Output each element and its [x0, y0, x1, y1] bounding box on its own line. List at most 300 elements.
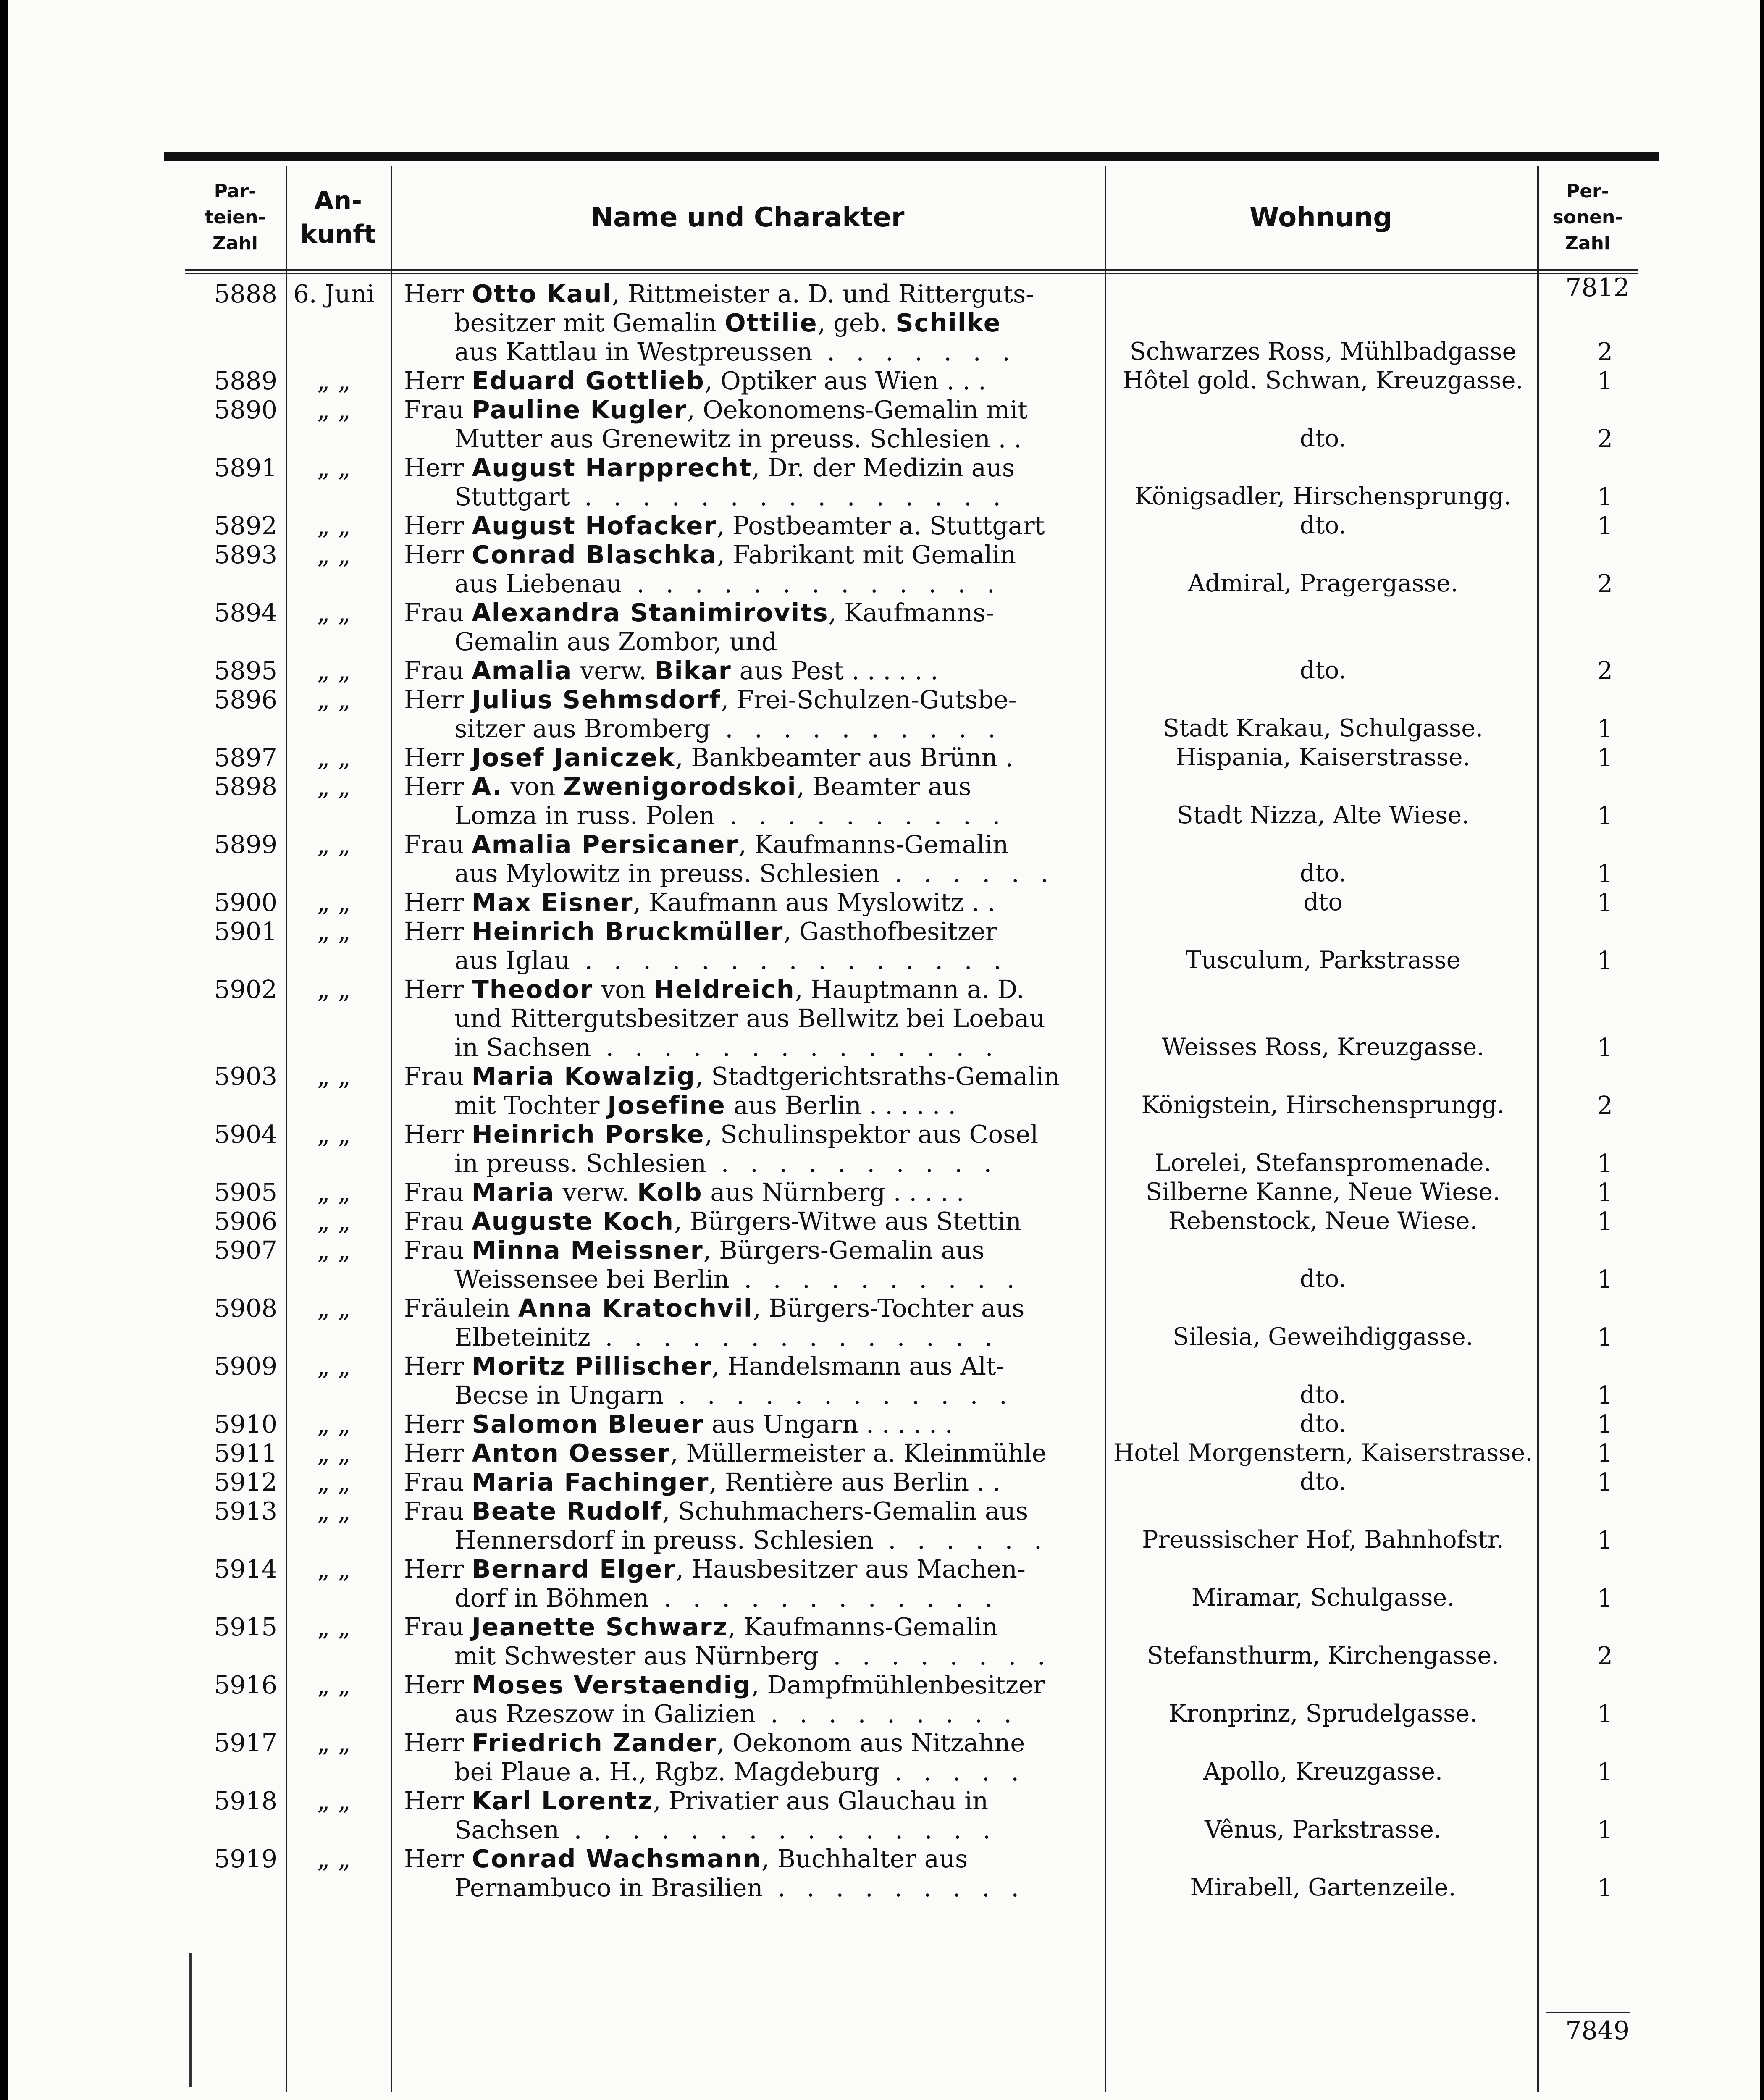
name-line — [404, 1352, 1103, 1381]
personen-zahl: 1 — [1597, 1178, 1613, 1207]
name-line — [404, 1844, 1103, 1873]
description-text: von — [502, 772, 564, 801]
guest-name: Anna Kratochvil — [518, 1294, 753, 1323]
parteien-nummer: 5892 — [214, 511, 277, 540]
description-text: Herr — [404, 1786, 472, 1815]
name-line — [404, 1554, 1103, 1583]
parteien-nummer: 5905 — [214, 1178, 277, 1207]
name-line — [404, 1236, 1103, 1265]
name-line — [404, 1583, 1103, 1612]
personen-zahl: 2 — [1597, 337, 1613, 366]
description-text: Herr — [404, 1728, 472, 1757]
name-und-charakter — [404, 1236, 1103, 1294]
parteien-nummer: 5915 — [214, 1612, 277, 1641]
guest-name: Minna Meissner — [472, 1236, 704, 1265]
table-row — [185, 1352, 1638, 1410]
description-text: , Bürgers-Tochter aus — [753, 1294, 1025, 1323]
wohnung: Apollo, Kreuzgasse. — [1203, 1758, 1443, 1785]
ankunft-datum: „ „ — [317, 1352, 351, 1381]
guest-name: Otto Kaul — [472, 279, 612, 308]
description-text: Gemalin aus Zombor, und — [454, 627, 777, 656]
name-und-charakter — [404, 1844, 1103, 1902]
name-line — [404, 1120, 1103, 1149]
description-text: , Bürgers-Gemalin aus — [703, 1236, 984, 1265]
leader-dots: . . . . . . . . . . . . . . . — [570, 946, 1008, 975]
guest-name: Eduard Gottlieb — [472, 366, 705, 395]
description-text: Frau — [404, 598, 472, 627]
description-text: Herr — [404, 511, 472, 540]
description-text: , Rittmeister a. D. und Ritterguts- — [612, 279, 1034, 308]
name-line — [404, 1149, 1103, 1178]
personen-zahl: 1 — [1597, 888, 1613, 917]
description-text: Frau — [404, 656, 472, 685]
wohnung: dto. — [1299, 425, 1347, 452]
guest-name: Zwenigorodskoi — [563, 772, 797, 801]
description-text: , Dr. der Medizin aus — [752, 453, 1015, 482]
description-text: , geb. — [817, 308, 896, 337]
wohnung: Hotel Morgenstern, Kaiserstrasse. — [1113, 1439, 1533, 1467]
leader-dots: . . . . . . . . . . — [729, 1265, 1021, 1294]
wohnung: dto. — [1299, 512, 1347, 539]
wohnung: Tusculum, Parkstrasse — [1185, 946, 1461, 974]
ankunft-datum: „ „ — [317, 395, 351, 424]
parteien-nummer: 5894 — [214, 598, 277, 627]
personen-zahl: 2 — [1597, 1091, 1613, 1120]
wohnung: dto. — [1299, 859, 1347, 887]
leader-dots: . . . . . . . . . — [756, 1699, 1018, 1728]
description-text: Herr — [404, 772, 472, 801]
name-und-charakter — [404, 1207, 1103, 1236]
table-row — [185, 917, 1638, 975]
name-line — [404, 482, 1103, 511]
table-row — [185, 888, 1638, 917]
name-line — [404, 366, 1103, 395]
name-und-charakter — [404, 1410, 1103, 1438]
description-text: von — [593, 975, 654, 1004]
wohnung: Weisses Ross, Kreuzgasse. — [1161, 1033, 1485, 1061]
table-row — [185, 511, 1638, 540]
name-line — [404, 569, 1103, 598]
description-text: , Rentière aus Berlin . . — [709, 1467, 1001, 1496]
personen-zahl: 1 — [1597, 1207, 1613, 1236]
description-text: Herr — [404, 685, 472, 714]
ankunft-datum: „ „ — [317, 1496, 351, 1525]
name-und-charakter — [404, 1786, 1103, 1844]
name-line — [404, 801, 1103, 830]
name-line — [404, 1033, 1103, 1062]
description-text: , Beamter aus — [796, 772, 971, 801]
description-text: Frau — [404, 1612, 472, 1641]
guest-name: Bernard Elger — [472, 1554, 676, 1583]
name-und-charakter — [404, 656, 1103, 685]
description-text: aus Berlin . . . . . . — [725, 1091, 956, 1120]
name-line — [404, 975, 1103, 1004]
guest-register-table — [185, 166, 1638, 2092]
personen-zahl: 1 — [1597, 1323, 1613, 1352]
description-text: aus Pest . . . . . . — [731, 656, 938, 685]
guest-name: Pauline Kugler — [472, 395, 687, 424]
description-text: mit Tochter — [454, 1091, 608, 1120]
wohnung: Vênus, Parkstrasse. — [1205, 1816, 1441, 1843]
parteien-nummer: 5899 — [214, 830, 277, 859]
table-row — [185, 1438, 1638, 1467]
description-text: sitzer aus Bromberg — [454, 714, 711, 743]
personen-zahl — [1546, 627, 1613, 656]
wohnung: Kronprinz, Sprudelgasse. — [1168, 1700, 1478, 1727]
ankunft-datum: „ „ — [317, 511, 351, 540]
table-row — [185, 540, 1638, 598]
personen-zahl: 1 — [1597, 946, 1613, 975]
guest-name: Auguste Koch — [472, 1207, 675, 1236]
table-row — [185, 830, 1638, 888]
description-text: aus Ungarn . . . . . . — [704, 1410, 953, 1438]
personen-zahl: 1 — [1597, 1815, 1613, 1844]
table-row — [185, 1120, 1638, 1178]
header-parteien-zahl: Par- teien- Zahl — [205, 180, 266, 254]
name-und-charakter — [404, 1496, 1103, 1554]
name-line — [404, 1410, 1103, 1438]
parteien-nummer: 5896 — [214, 685, 277, 714]
name-und-charakter — [404, 1554, 1103, 1612]
name-line — [404, 1178, 1103, 1207]
parteien-nummer: 5919 — [214, 1844, 277, 1873]
description-text: Becse in Ungarn — [454, 1381, 664, 1410]
header-name-charakter: Name und Charakter — [591, 202, 905, 233]
guest-name: Jeanette Schwarz — [472, 1612, 728, 1641]
description-text: besitzer mit Gemalin — [454, 308, 725, 337]
wohnung: Hispania, Kaiserstrasse. — [1176, 743, 1470, 771]
table-row — [185, 1207, 1638, 1236]
parteien-nummer: 5888 — [214, 279, 277, 308]
table-row — [185, 743, 1638, 772]
guest-name: Karl Lorentz — [472, 1786, 653, 1815]
parteien-nummer: 5906 — [214, 1207, 277, 1236]
parteien-nummer: 5910 — [214, 1410, 277, 1438]
name-und-charakter — [404, 830, 1103, 888]
leader-dots: . . . . . . . . . . — [706, 1149, 998, 1178]
name-line — [404, 1004, 1103, 1033]
personen-zahl: 1 — [1597, 1438, 1613, 1467]
name-und-charakter — [404, 279, 1103, 366]
description-text: , Gasthofbesitzer — [783, 917, 998, 946]
description-text: , Kaufmanns-Gemalin — [728, 1612, 998, 1641]
ankunft-datum: „ „ — [317, 743, 351, 772]
name-und-charakter — [404, 1294, 1103, 1352]
wohnung: Silberne Kanne, Neue Wiese. — [1145, 1178, 1501, 1206]
personen-zahl: 1 — [1597, 1033, 1613, 1062]
guest-name: Theodor — [472, 975, 593, 1004]
guest-name: Julius Sehmsdorf — [472, 685, 721, 714]
description-text: Herr — [404, 1438, 472, 1467]
table-row — [185, 1554, 1638, 1612]
personen-zahl: 1 — [1597, 1381, 1613, 1410]
table-row — [185, 598, 1638, 656]
description-text: , Dampfmühlenbesitzer — [751, 1670, 1045, 1699]
name-und-charakter — [404, 743, 1103, 772]
table-row — [185, 772, 1638, 830]
name-line — [404, 1757, 1103, 1786]
guest-name: Anton Oesser — [472, 1438, 670, 1467]
guest-name: Maria Kowalzig — [472, 1062, 696, 1091]
description-text: aus Liebenau — [454, 569, 622, 598]
ankunft-datum: „ „ — [317, 1844, 351, 1873]
table-row — [185, 656, 1638, 685]
wohnung: Rebenstock, Neue Wiese. — [1168, 1207, 1478, 1235]
ankunft-datum: „ „ — [317, 1410, 351, 1438]
parteien-nummer: 5893 — [214, 540, 277, 569]
name-line — [404, 1873, 1103, 1902]
description-text: Elbeteinitz — [454, 1323, 591, 1352]
name-line — [404, 1091, 1103, 1120]
guest-name: Maria Fachinger — [472, 1467, 709, 1496]
name-und-charakter — [404, 511, 1103, 540]
parteien-nummer: 5909 — [214, 1352, 277, 1381]
name-und-charakter — [404, 917, 1103, 975]
ankunft-datum: „ „ — [317, 1467, 351, 1496]
description-text: Weissensee bei Berlin — [454, 1265, 730, 1294]
wohnung — [1109, 627, 1537, 656]
table-row — [185, 1178, 1638, 1207]
name-line — [404, 308, 1103, 337]
ankunft-datum: „ „ — [317, 1178, 351, 1207]
description-text: , Schulinspektor aus Cosel — [704, 1120, 1039, 1149]
description-text: Mutter aus Grenewitz in preuss. Schlesien . . — [454, 424, 1022, 453]
header-underline-thin — [185, 273, 1638, 274]
description-text: in Sachsen — [454, 1033, 591, 1062]
name-und-charakter — [404, 772, 1103, 830]
description-text: und Rittergutsbesitzer aus Bellwitz bei Loebau — [454, 1004, 1045, 1033]
name-line — [404, 1381, 1103, 1410]
name-line — [404, 511, 1103, 540]
table-row — [185, 1410, 1638, 1438]
margin-mark — [189, 1953, 192, 2087]
description-text: Stuttgart — [454, 482, 570, 511]
leader-dots: . . . . . . . . . — [763, 1873, 1026, 1902]
table-row — [185, 1844, 1638, 1902]
description-text: Herr — [404, 1670, 472, 1699]
guest-name: Schilke — [895, 308, 1001, 337]
name-line — [404, 656, 1103, 685]
name-und-charakter — [404, 1120, 1103, 1178]
table-row — [185, 453, 1638, 511]
table-row — [185, 1670, 1638, 1728]
description-text: Frau — [404, 1496, 472, 1525]
parteien-nummer: 5898 — [214, 772, 277, 801]
parteien-nummer: 5900 — [214, 888, 277, 917]
ankunft-datum: „ „ — [317, 1062, 351, 1091]
guest-name: Maria — [472, 1178, 555, 1207]
description-text: aus Rzeszow in Galizien — [454, 1699, 756, 1728]
name-und-charakter — [404, 366, 1103, 395]
ankunft-datum: „ „ — [317, 540, 351, 569]
description-text: , Postbeamter a. Stuttgart — [717, 511, 1045, 540]
description-text: Frau — [404, 1178, 472, 1207]
leader-dots: . . . . . . . . . . — [710, 714, 1003, 743]
name-und-charakter — [404, 1438, 1103, 1467]
description-text: aus Iglau — [454, 946, 570, 975]
wohnung: Hôtel gold. Schwan, Kreuzgasse. — [1123, 367, 1523, 394]
wohnung: dto. — [1299, 656, 1347, 684]
carry-out-total: 7849 — [1565, 2016, 1630, 2045]
description-text: Frau — [404, 395, 472, 424]
parteien-nummer: 5904 — [214, 1120, 277, 1149]
personen-zahl: 1 — [1597, 1873, 1613, 1902]
leader-dots: . . . . . . . . . . . . . . — [591, 1033, 1000, 1062]
personen-zahl: 1 — [1597, 1757, 1613, 1786]
wohnung: Mirabell, Gartenzeile. — [1190, 1874, 1456, 1901]
parteien-nummer: 5897 — [214, 743, 277, 772]
wohnung: Lorelei, Stefanspromenade. — [1155, 1149, 1491, 1177]
table-row — [185, 1496, 1638, 1554]
name-und-charakter — [404, 888, 1103, 917]
wohnung: Königsadler, Hirschensprungg. — [1134, 483, 1512, 510]
name-und-charakter — [404, 598, 1103, 656]
wohnung: Admiral, Pragergasse. — [1188, 570, 1458, 597]
guest-name: Ottilie — [724, 308, 818, 337]
wohnung: Königstein, Hirschensprungg. — [1141, 1091, 1505, 1119]
name-line — [404, 540, 1103, 569]
description-text: , Hauptmann a. D. — [795, 975, 1024, 1004]
description-text: Herr — [404, 279, 472, 308]
personen-zahl: 1 — [1597, 366, 1613, 395]
leader-dots: . . . . . . . . . . . . — [649, 1583, 1000, 1612]
name-line — [404, 946, 1103, 975]
wohnung: Schwarzes Ross, Mühlbadgasse — [1129, 338, 1517, 365]
personen-zahl: 1 — [1597, 801, 1613, 830]
description-text: mit Schwester aus Nürnberg — [454, 1641, 819, 1670]
name-line — [404, 772, 1103, 801]
table-row — [185, 366, 1638, 395]
wohnung: Preussischer Hof, Bahnhofstr. — [1142, 1526, 1504, 1554]
guest-name: Josef Janiczek — [472, 743, 675, 772]
description-text: , Schuhmachers-Gemalin aus — [662, 1496, 1029, 1525]
description-text: verw. — [572, 656, 655, 685]
guest-name: Heinrich Bruckmüller — [472, 917, 784, 946]
ankunft-datum: „ „ — [317, 685, 351, 714]
header-personen-zahl: Per- sonen- Zahl — [1552, 180, 1623, 254]
wohnung: dto. — [1299, 1410, 1347, 1438]
parteien-nummer: 5907 — [214, 1236, 277, 1265]
name-line — [404, 1612, 1103, 1641]
description-text: dorf in Böhmen — [454, 1583, 649, 1612]
guest-name: A. — [472, 772, 503, 801]
personen-zahl: 1 — [1597, 1699, 1613, 1728]
name-line — [404, 1670, 1103, 1699]
description-text: Hennersdorf in preuss. Schlesien — [454, 1525, 874, 1554]
top-rule — [164, 152, 1659, 161]
table-row — [185, 1236, 1638, 1294]
name-line — [404, 1525, 1103, 1554]
name-line — [404, 1786, 1103, 1815]
parteien-nummer: 5911 — [214, 1438, 277, 1467]
table-row — [185, 1728, 1638, 1786]
leader-dots: . . . . . . . — [812, 337, 1017, 366]
guest-name: Moritz Pillischer — [472, 1352, 712, 1381]
description-text: Frau — [404, 1467, 472, 1496]
ankunft-datum: „ „ — [317, 366, 351, 395]
name-line — [404, 1062, 1103, 1091]
name-line — [404, 685, 1103, 714]
description-text: , Fabrikant mit Gemalin — [717, 540, 1016, 569]
ankunft-datum: „ „ — [317, 888, 351, 917]
leader-dots: . . . . . . . . — [818, 1641, 1052, 1670]
name-line — [404, 598, 1103, 627]
parteien-nummer: 5917 — [214, 1728, 277, 1757]
guest-name: Josefine — [607, 1091, 726, 1120]
description-text: Sachsen — [454, 1815, 559, 1844]
personen-zahl: 1 — [1597, 859, 1613, 888]
guest-name: Friedrich Zander — [472, 1728, 717, 1757]
table-row — [185, 1786, 1638, 1844]
name-und-charakter — [404, 975, 1103, 1062]
name-und-charakter — [404, 1467, 1103, 1496]
description-text: , Optiker aus Wien . . . — [704, 366, 986, 395]
description-text: Herr — [404, 1120, 472, 1149]
description-text: aus Kattlau in Westpreussen — [454, 337, 813, 366]
ankunft-datum: „ „ — [317, 453, 351, 482]
leader-dots: . . . . . . . . . . . . . — [622, 569, 1002, 598]
guest-name: Conrad Blaschka — [472, 540, 717, 569]
parteien-nummer: 5895 — [214, 656, 277, 685]
table-row — [185, 1467, 1638, 1496]
header-ankunft: An- kunft — [300, 186, 376, 249]
personen-zahl: 1 — [1597, 1265, 1613, 1294]
ankunft-datum: „ „ — [317, 656, 351, 685]
parteien-nummer: 5914 — [214, 1554, 277, 1583]
table-row — [185, 975, 1638, 1062]
header-wohnung: Wohnung — [1249, 202, 1393, 233]
personen-zahl: 1 — [1597, 1149, 1613, 1178]
name-line — [404, 743, 1103, 772]
table-row — [185, 279, 1638, 366]
leader-dots: . . . . . — [879, 1757, 1026, 1786]
ankunft-datum: „ „ — [317, 830, 351, 859]
guest-name: Bikar — [654, 656, 732, 685]
wohnung: Silesia, Geweihdiggasse. — [1173, 1323, 1473, 1351]
personen-zahl: 2 — [1597, 656, 1613, 685]
name-und-charakter — [404, 685, 1103, 743]
name-line — [404, 337, 1103, 366]
ankunft-datum: „ „ — [317, 1120, 351, 1149]
personen-zahl: 2 — [1597, 569, 1613, 598]
table-row — [185, 685, 1638, 743]
guest-name: Max Eisner — [472, 888, 633, 917]
table-row — [185, 1612, 1638, 1670]
parteien-nummer: 5916 — [214, 1670, 277, 1699]
guest-name: Amalia Persicaner — [472, 830, 739, 859]
name-und-charakter — [404, 540, 1103, 598]
description-text: , Bankbeamter aus Brünn . — [675, 743, 1013, 772]
ankunft-datum: „ „ — [317, 1438, 351, 1467]
ankunft-datum: „ „ — [317, 917, 351, 946]
guest-name: Conrad Wachsmann — [472, 1844, 762, 1873]
description-text: , Buchhalter aus — [761, 1844, 968, 1873]
personen-zahl: 2 — [1597, 1641, 1613, 1670]
description-text: , Frei-Schulzen-Gutsbe- — [721, 685, 1017, 714]
description-text: Fräulein — [404, 1294, 518, 1323]
guest-name: August Harpprecht — [472, 453, 752, 482]
parteien-nummer: 5908 — [214, 1294, 277, 1323]
description-text: Herr — [404, 453, 472, 482]
leader-dots: . . . . . . . . . . . . — [663, 1381, 1014, 1410]
description-text: , Oekonomens-Gemalin mit — [687, 395, 1028, 424]
description-text: Frau — [404, 830, 472, 859]
wohnung: dto. — [1299, 1265, 1347, 1293]
personen-zahl: 1 — [1597, 1583, 1613, 1612]
name-line — [404, 1467, 1103, 1496]
description-text: Herr — [404, 975, 472, 1004]
ankunft-datum: „ „ — [317, 1236, 351, 1265]
